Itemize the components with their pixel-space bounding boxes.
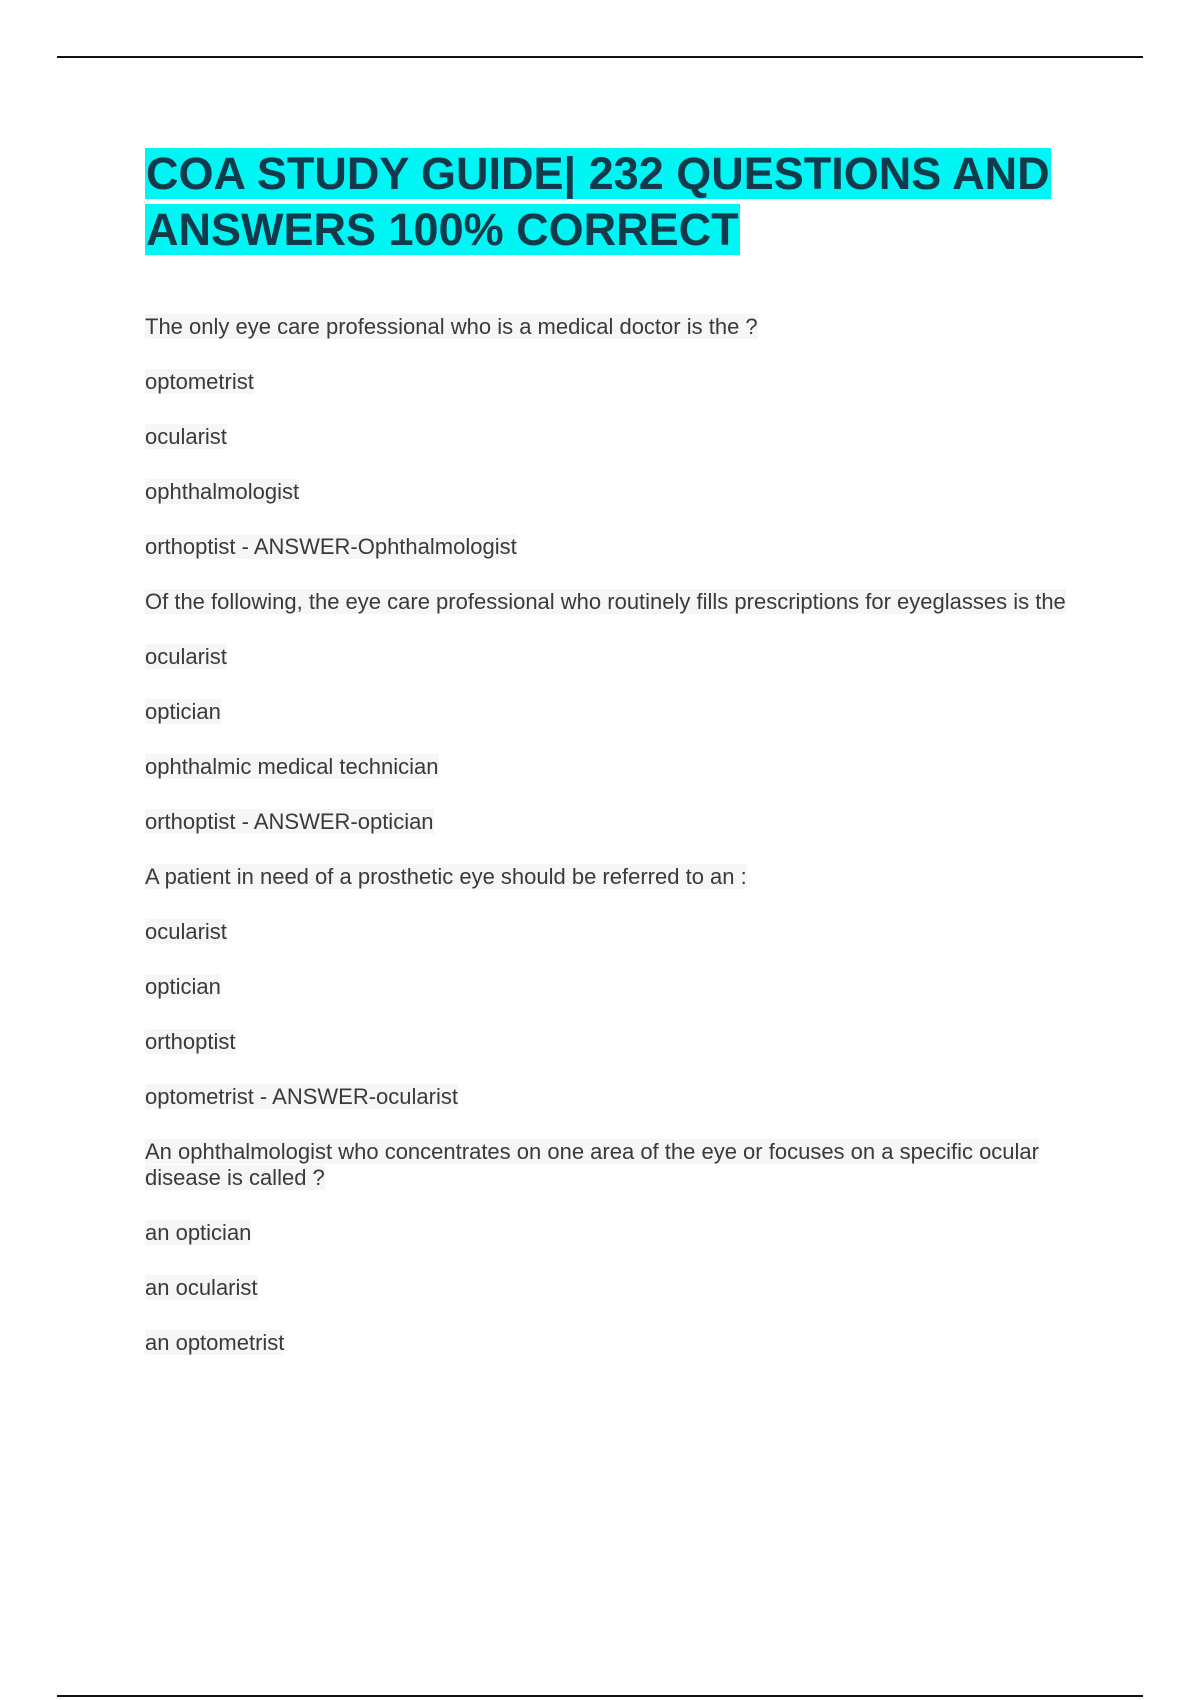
question-3-option: optician <box>145 974 221 999</box>
question-4-option: an optician <box>145 1220 252 1245</box>
question-3-option: ocularist <box>145 919 227 944</box>
question-2-option: optician <box>145 699 221 724</box>
question-4-option: an ocularist <box>145 1275 258 1300</box>
question-3-text: A patient in need of a prosthetic eye should be referred to an : <box>145 864 747 889</box>
question-2-option: ocularist <box>145 644 227 669</box>
bottom-rule <box>57 1695 1143 1697</box>
question-1-text: The only eye care professional who is a medical doctor is the ? <box>145 314 758 339</box>
question-4-text: An ophthalmologist who concentrates on one area of the eye or focuses on a specific ocular disease is called ? <box>145 1139 1039 1190</box>
question-2-text: Of the following, the eye care professional who routinely fills prescriptions for eyeglasses is the <box>145 589 1066 614</box>
top-rule <box>57 56 1143 58</box>
question-1-option: ophthalmologist <box>145 479 300 504</box>
question-4-option: an optometrist <box>145 1330 285 1355</box>
question-2-answer: orthoptist - ANSWER-optician <box>145 809 434 834</box>
question-1-option: ocularist <box>145 424 227 449</box>
document-page <box>145 146 1085 1385</box>
question-3-answer: optometrist - ANSWER-ocularist <box>145 1084 458 1109</box>
question-2-option: ophthalmic medical technician <box>145 754 439 779</box>
question-3-option: orthoptist <box>145 1029 236 1054</box>
document-title: COA STUDY GUIDE| 232 QUESTIONS AND ANSWERS 100% CORRECT <box>146 148 1050 255</box>
question-1-answer: orthoptist - ANSWER-Ophthalmologist <box>145 534 517 559</box>
question-1-option: optometrist <box>145 369 254 394</box>
